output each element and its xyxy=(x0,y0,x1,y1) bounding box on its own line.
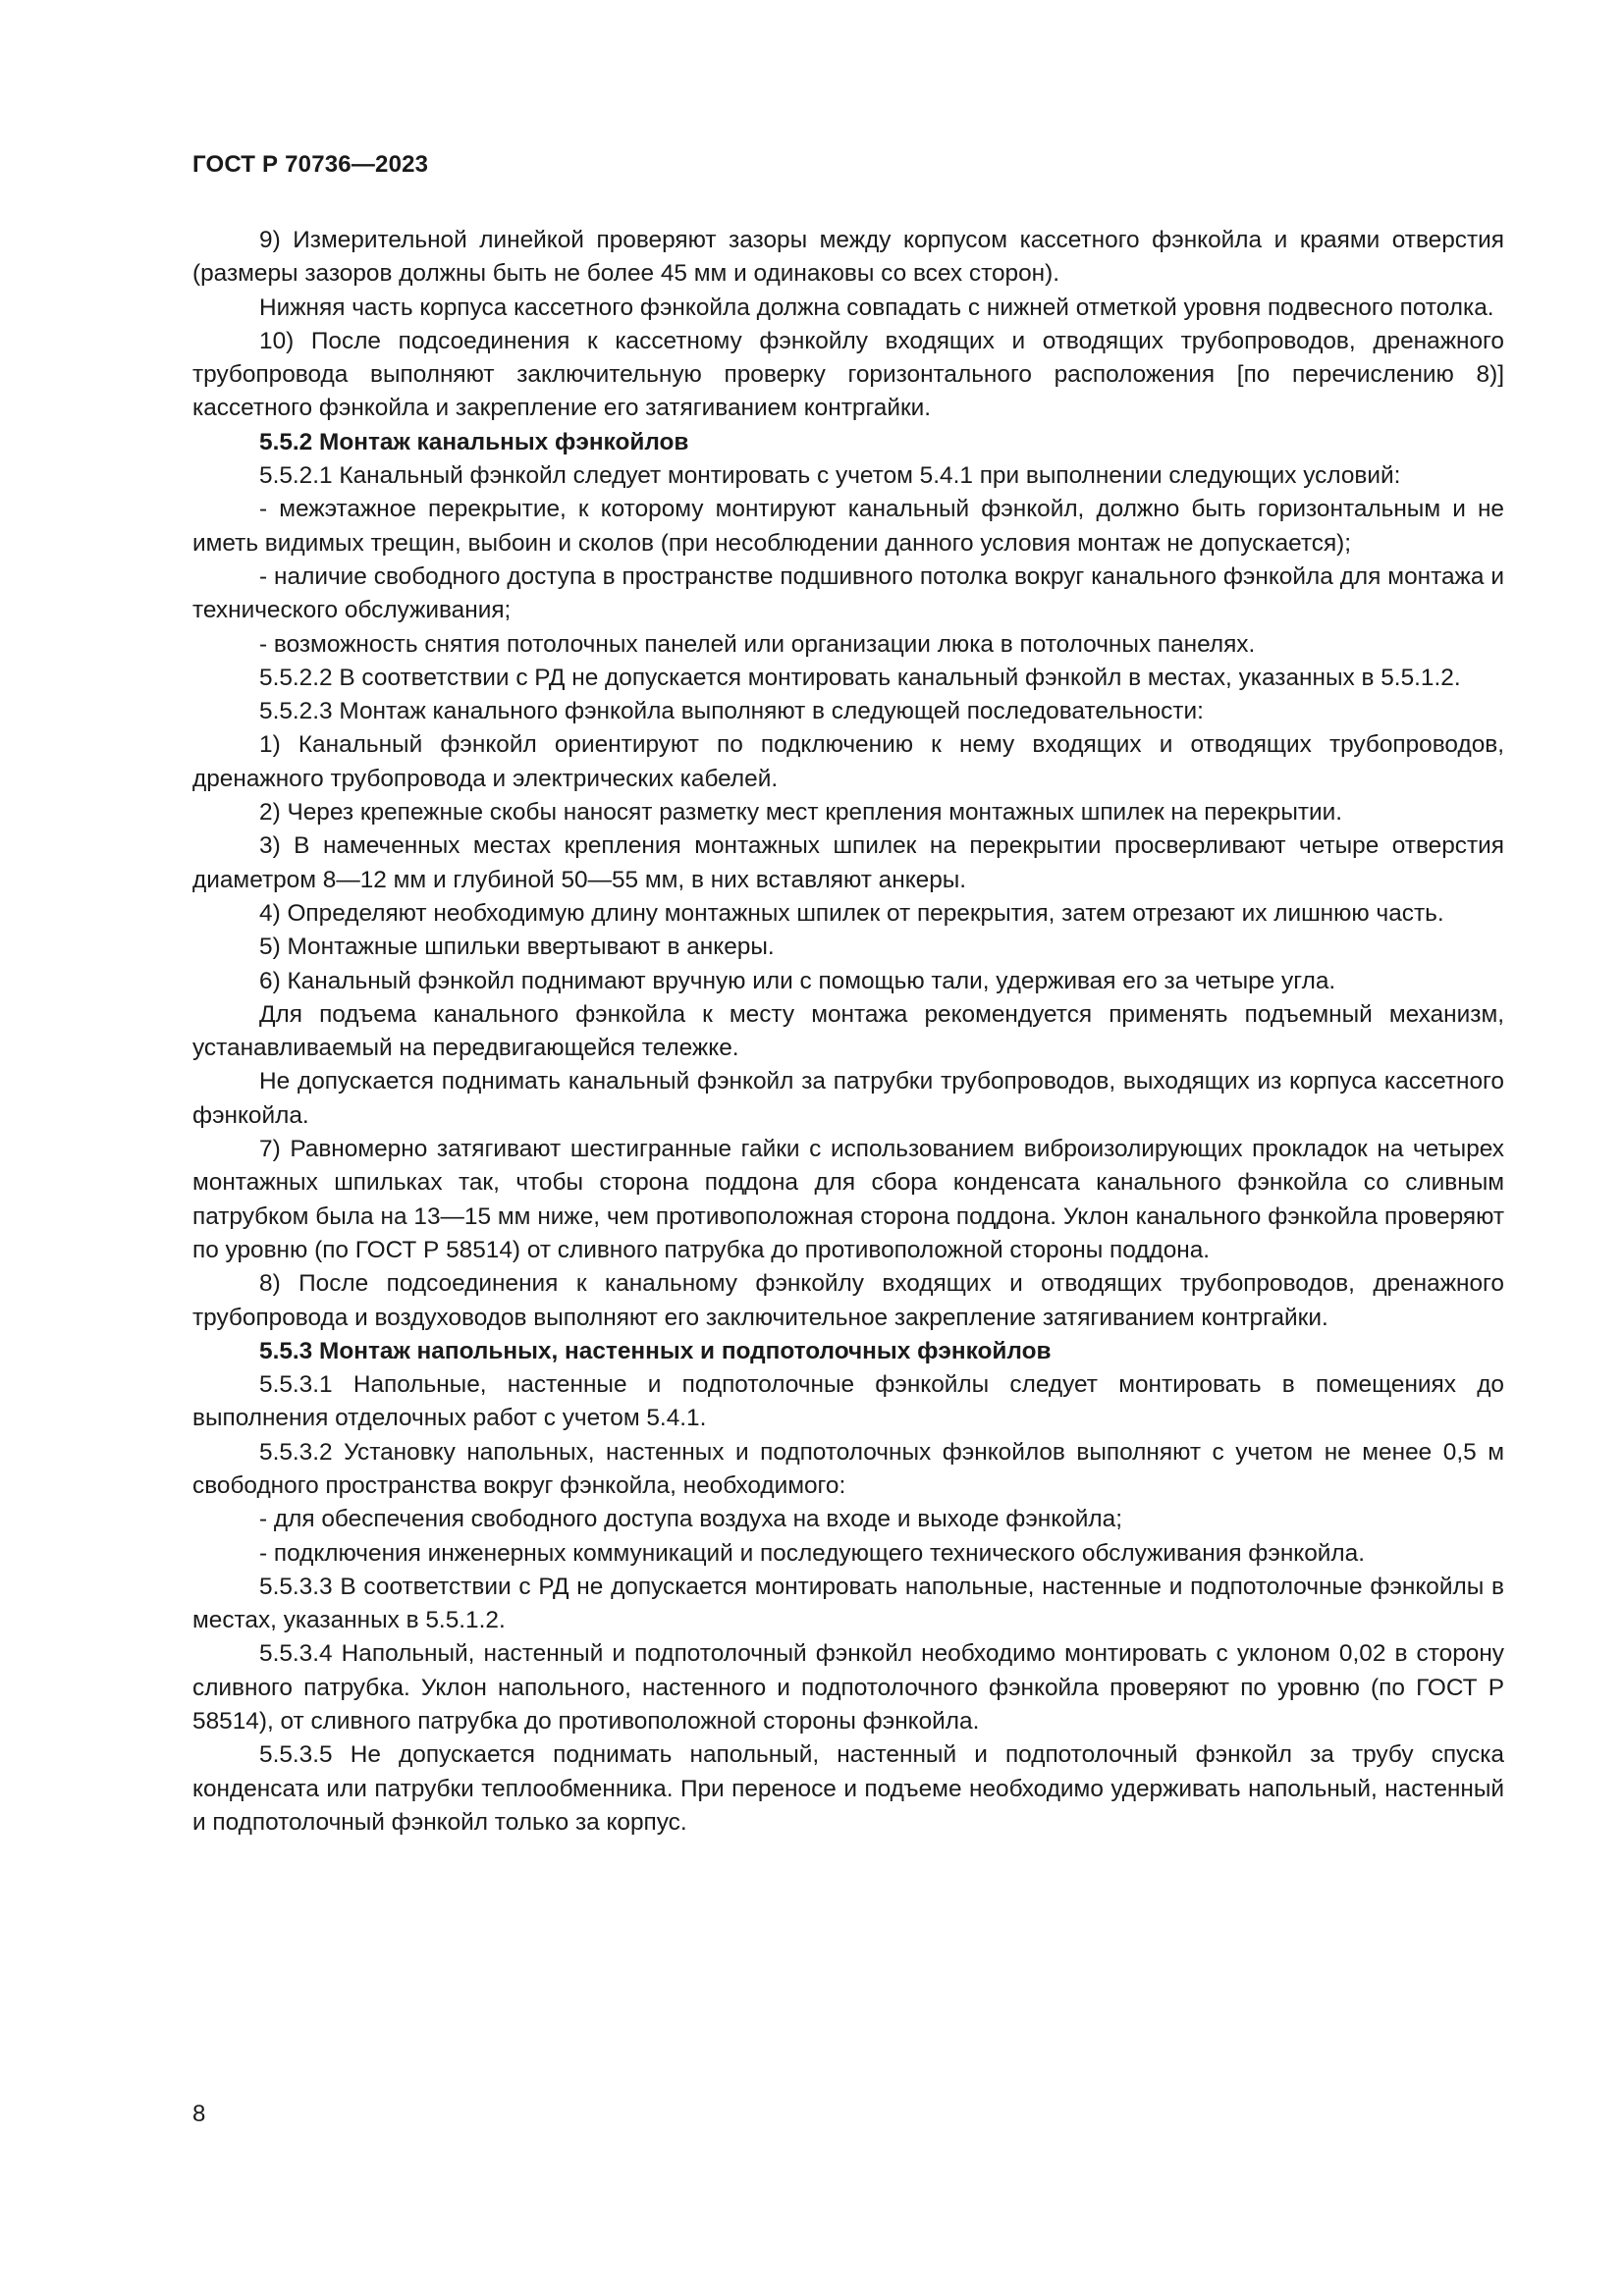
list-item-9: 9) Измерительной линейкой проверяют зазоры между корпусом кассетного фэнкойла и краями отверстия (размеры зазоров должны быть не более 45 мм и одинаковы со всех сторон). xyxy=(192,227,1504,288)
section-heading-5-5-3: 5.5.3 Монтаж напольных, настенных и подпотолочных фэнкойлов xyxy=(259,1337,1052,1364)
list-item-4: 4) Определяют необходимую длину монтажных шпилек от перекрытия, затем отрезают их лишнюю часть. xyxy=(259,899,1444,927)
section-heading-5-5-2: 5.5.2 Монтаж канальных фэнкойлов xyxy=(259,428,689,455)
list-item-10: 10) После подсоединения к кассетному фэнкойлу входящих и отводящих трубопроводов, дренажного трубопровода выполняют заключительную проверку горизонтального расположения [по перечислению 8)] кассетного фэнкойла и закрепление его затягиванием контргайки. xyxy=(192,327,1504,422)
paragraph: Не допускается поднимать канальный фэнкойл за патрубки трубопроводов, выходящих из корпуса кассетного фэнкойла. xyxy=(192,1068,1504,1129)
list-item-6: 6) Канальный фэнкойл поднимают вручную или с помощью тали, удерживая его за четыре угла. xyxy=(259,967,1336,994)
clause-5-5-3-1: 5.5.3.1 Напольные, настенные и подпотолочные фэнкойлы следует монтировать в помещениях до выполнения отделочных работ с учетом 5.4.1. xyxy=(192,1371,1504,1432)
list-item-8: 8) После подсоединения к канальному фэнкойлу входящих и отводящих трубопроводов, дренажного трубопровода и воздуховодов выполняют его заключительное закрепление затягиванием контргайки. xyxy=(192,1270,1504,1331)
clause-5-5-2-1: 5.5.2.1 Канальный фэнкойл следует монтировать с учетом 5.4.1 при выполнении следующих условий: xyxy=(259,462,1401,490)
clause-5-5-2-2: 5.5.2.2 В соответствии с РД не допускается монтировать канальный фэнкойл в местах, указанных в 5.5.1.2. xyxy=(259,664,1461,691)
clause-5-5-3-2: 5.5.3.2 Установку напольных, настенных и подпотолочных фэнкойлов выполняют с учетом не менее 0,5 м свободного пространства вокруг фэнкойла, необходимого: xyxy=(192,1438,1504,1499)
bullet-item: - межэтажное перекрытие, к которому монтируют канальный фэнкойл, должно быть горизонтальным и не иметь видимых трещин, выбоин и сколов (при несоблюдении данного условия монтаж не допускается); xyxy=(192,496,1504,557)
list-item-5: 5) Монтажные шпильки ввертывают в анкеры. xyxy=(259,934,775,961)
bullet-item: - для обеспечения свободного доступа воздуха на входе и выходе фэнкойла; xyxy=(259,1506,1122,1533)
list-item-2: 2) Через крепежные скобы наносят разметку мест крепления монтажных шпилек на перекрытии. xyxy=(259,799,1343,827)
clause-5-5-3-3: 5.5.3.3 В соответствии с РД не допускается монтировать напольные, настенные и подпотолочные фэнкойлы в местах, указанных в 5.5.1.2. xyxy=(192,1573,1504,1634)
list-item-3: 3) В намеченных местах крепления монтажных шпилек на перекрытии просверливают четыре отверстия диаметром 8—12 мм и глубиной 50—55 мм, в них вставляют анкеры. xyxy=(192,832,1504,893)
clause-5-5-2-3: 5.5.2.3 Монтаж канального фэнкойла выполняют в следующей последовательности: xyxy=(259,698,1204,725)
clause-5-5-3-4: 5.5.3.4 Напольный, настенный и подпотолочный фэнкойл необходимо монтировать с уклоном 0,02 в сторону сливного патрубка. Уклон напольного, настенного и подпотолочного фэнкойла проверяют по уровню (по ГОСТ Р 58514), от сливного патрубка до противоположной стороны фэнкойла. xyxy=(192,1640,1504,1735)
bullet-item: - подключения инженерных коммуникаций и последующего технического обслуживания фэнкойла. xyxy=(259,1539,1365,1567)
paragraph: Нижняя часть корпуса кассетного фэнкойла должна совпадать с нижней отметкой уровня подвесного потолка. xyxy=(259,294,1494,321)
paragraph: Для подъема канального фэнкойла к месту монтажа рекомендуется применять подъемный механизм, устанавливаемый на передвигающейся тележке. xyxy=(192,1000,1504,1062)
document-body xyxy=(192,224,1504,1840)
document-header: ГОСТ Р 70736—2023 xyxy=(192,151,429,178)
bullet-item: - наличие свободного доступа в пространстве подшивного потолка вокруг канального фэнкойла для монтажа и технического обслуживания; xyxy=(192,562,1504,624)
page-number: 8 xyxy=(192,2101,206,2127)
list-item-1: 1) Канальный фэнкойл ориентируют по подключению к нему входящих и отводящих трубопроводов, дренажного трубопровода и электрических кабелей. xyxy=(192,731,1504,792)
clause-5-5-3-5: 5.5.3.5 Не допускается поднимать напольный, настенный и подпотолочный фэнкойл за трубу спуска конденсата или патрубки теплообменника. При переносе и подъеме необходимо удерживать напольный, настенный и подпотолочный фэнкойл только за корпус. xyxy=(192,1741,1504,1836)
list-item-7: 7) Равномерно затягивают шестигранные гайки с использованием виброизолирующих прокладок на четырех монтажных шпильках так, чтобы сторона поддона для сбора конденсата канального фэнкойла со сливным патрубком была на 13—15 мм ниже, чем противоположная сторона поддона. Уклон канального фэнкойла проверяют по уровню (по ГОСТ Р 58514) от сливного патрубка до противоположной стороны поддона. xyxy=(192,1136,1504,1263)
bullet-item: - возможность снятия потолочных панелей или организации люка в потолочных панелях. xyxy=(259,630,1256,658)
